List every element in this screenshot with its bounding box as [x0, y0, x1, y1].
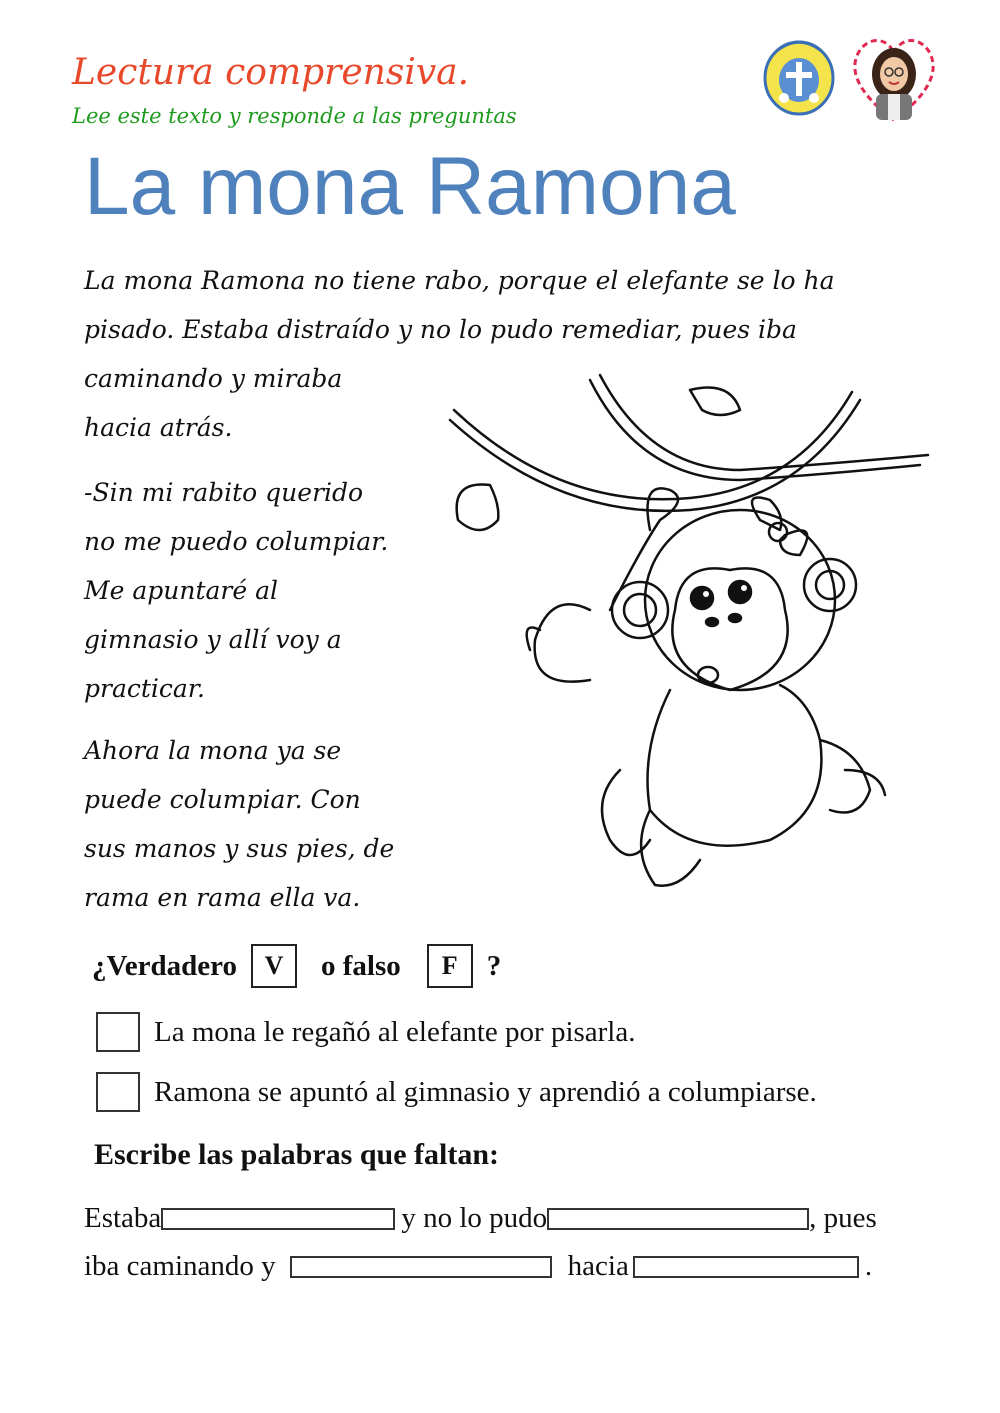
- false-label-box: F: [427, 944, 473, 988]
- sentence-text: y no lo pudo: [401, 1202, 548, 1234]
- story-paragraph-1-continued: [84, 354, 424, 452]
- story-line: no me puedo columpiar.: [84, 527, 389, 556]
- worksheet-heading: Lectura comprensiva.: [72, 52, 470, 93]
- story-line: practicar.: [84, 674, 205, 703]
- fill-sentence-line: [84, 1250, 872, 1283]
- true-false-middle: o falso: [321, 949, 401, 982]
- answer-checkbox[interactable]: [96, 1072, 140, 1112]
- true-false-suffix: ?: [486, 949, 502, 982]
- blank-input[interactable]: [633, 1256, 859, 1278]
- statement-text: La mona le regañó al elefante por pisarla.: [154, 1015, 636, 1048]
- story-line: Ahora la mona ya se: [84, 736, 342, 765]
- blank-input[interactable]: [290, 1256, 552, 1278]
- blank-input[interactable]: [547, 1208, 809, 1230]
- story-line: puede columpiar. Con: [84, 785, 361, 814]
- story-line: La mona Ramona no tiene rabo, porque el elefante se lo ha: [84, 266, 835, 295]
- story-line: caminando y miraba: [84, 364, 343, 393]
- true-false-prefix: ¿Verdadero: [92, 949, 237, 982]
- sentence-text: Estaba: [84, 1202, 162, 1234]
- worksheet-instructions: Lee este texto y responde a las preguntas: [72, 104, 517, 128]
- story-title: La mona Ramona: [84, 141, 736, 232]
- story-line: Me apuntaré al: [84, 576, 278, 605]
- story-paragraph-2: [84, 468, 424, 713]
- statement-row: [96, 1072, 817, 1112]
- story-line: rama en rama ella va.: [84, 883, 361, 912]
- story-paragraph-1: [84, 256, 884, 354]
- story-line: pisado. Estaba distraído y no lo pudo remediar, pues iba: [84, 315, 797, 344]
- statement-text: Ramona se apuntó al gimnasio y aprendió a columpiarse.: [154, 1075, 817, 1108]
- story-line: gimnasio y allí voy a: [84, 625, 342, 654]
- sentence-text: iba caminando y: [84, 1250, 276, 1282]
- true-false-heading: [92, 944, 501, 988]
- teacher-avatar-icon: [846, 30, 942, 126]
- answer-checkbox[interactable]: [96, 1012, 140, 1052]
- story-line: sus manos y sus pies, de: [84, 834, 395, 863]
- monkey-illustration: [440, 370, 940, 895]
- statement-row: [96, 1012, 636, 1052]
- sentence-text: hacia: [567, 1250, 629, 1282]
- true-label-box: V: [251, 944, 297, 988]
- sentence-text: , pues: [809, 1202, 877, 1234]
- fill-sentence-line: [84, 1202, 877, 1235]
- fill-blanks-heading: Escribe las palabras que faltan:: [94, 1138, 500, 1171]
- sentence-text: .: [864, 1250, 873, 1282]
- blank-input[interactable]: [161, 1208, 395, 1230]
- school-logo-icon: [754, 28, 844, 124]
- story-line: hacia atrás.: [84, 413, 233, 442]
- story-line: -Sin mi rabito querido: [84, 478, 364, 507]
- story-paragraph-3: [84, 726, 424, 922]
